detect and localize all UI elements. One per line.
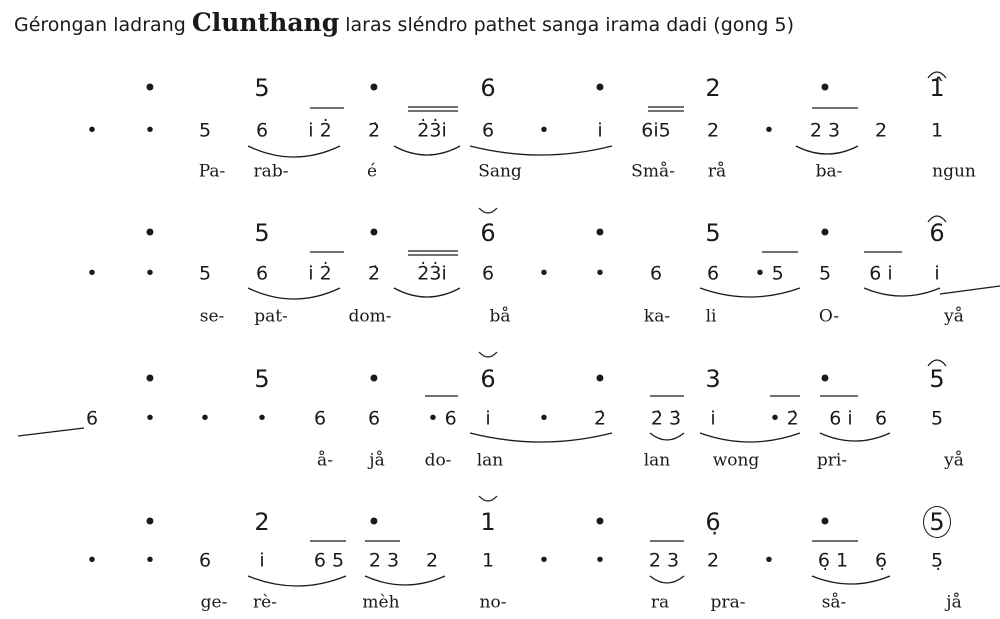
vocal-note: •	[86, 262, 98, 285]
lyric-syllable: Sang	[478, 161, 522, 182]
slur	[394, 288, 460, 297]
balungan-note: 6	[929, 219, 945, 247]
balungan-note: •	[142, 74, 158, 102]
vocal-note: 6 5	[313, 549, 345, 572]
vocal-note: 5	[930, 407, 944, 430]
vocal-note: • 6	[427, 407, 457, 430]
lyric-syllable: se-	[199, 306, 225, 327]
ornament-arc	[479, 352, 497, 357]
vocal-note: •	[538, 549, 550, 572]
slur	[394, 146, 460, 155]
title-prefix: Gérongan ladrang	[14, 14, 186, 36]
balungan-note: •	[817, 74, 833, 102]
vocal-note: 6	[85, 407, 99, 430]
vocal-note: 6 i̇	[829, 407, 853, 430]
lyric-syllable: lan	[643, 450, 671, 471]
lyric-syllable: do-	[424, 450, 452, 471]
vocal-note: 6	[198, 549, 212, 572]
vocal-note: •	[763, 119, 775, 142]
vocal-note: 6	[313, 407, 327, 430]
vocal-note: 6	[649, 262, 663, 285]
tie-line	[18, 428, 84, 436]
vocal-note: 2	[425, 549, 439, 572]
balungan-note: 5	[254, 74, 270, 102]
vocal-note: 2 3	[809, 119, 841, 142]
lyric-syllable: O-	[818, 306, 840, 327]
slur	[248, 288, 340, 299]
vocal-note: •	[86, 119, 98, 142]
balungan-note: •	[366, 508, 382, 536]
balungan-note: 1̂	[929, 74, 945, 102]
vocal-note: •	[144, 407, 156, 430]
vocal-note: 6̣ 1	[817, 549, 849, 572]
balungan-note: 6	[480, 219, 496, 247]
vocal-note: i̇ 2̇	[308, 262, 332, 285]
balungan-note: •	[592, 219, 608, 247]
balungan-note: •	[142, 508, 158, 536]
title-piece-name: Clunthang	[191, 8, 340, 37]
slur	[650, 433, 684, 440]
slur	[796, 146, 858, 154]
slur	[248, 146, 340, 157]
balungan-note: 5	[254, 219, 270, 247]
vocal-note: 2̇3̇i̇	[417, 262, 447, 285]
vocal-note: 6̣	[874, 549, 888, 572]
balungan-note: •	[817, 508, 833, 536]
lyric-syllable: rab-	[253, 161, 289, 182]
ornament-arc	[479, 208, 497, 213]
vocal-note: 2̇ 3̇	[650, 407, 682, 430]
balungan-note: 6	[480, 74, 496, 102]
lyric-syllable: rè-	[253, 592, 277, 613]
lyric-syllable: wong	[712, 450, 760, 471]
balungan-note: 3	[705, 365, 721, 393]
balungan-note: •	[817, 219, 833, 247]
slur	[700, 288, 800, 297]
lyric-syllable: yå	[944, 306, 964, 327]
vocal-note: •	[538, 262, 550, 285]
vocal-note: •	[86, 549, 98, 572]
vocal-note: •	[538, 119, 550, 142]
vocal-note: i̇	[597, 119, 603, 142]
balungan-note: •	[592, 74, 608, 102]
slur	[820, 433, 890, 441]
vocal-note: 2̇	[367, 262, 381, 285]
vocal-note: 2̇	[367, 119, 381, 142]
vocal-note: • 2̇	[769, 407, 799, 430]
balungan-note: 6	[480, 365, 496, 393]
slur	[650, 576, 684, 583]
lyric-syllable: li	[705, 306, 717, 327]
lyric-syllable: no-	[479, 592, 507, 613]
lyric-syllable: å-	[317, 450, 333, 471]
vocal-note: i̇	[259, 549, 265, 572]
vocal-note: 6 i̇	[869, 262, 893, 285]
balungan-note	[923, 506, 951, 538]
lyric-syllable: pra-	[710, 592, 746, 613]
lyric-syllable: bå	[489, 306, 511, 327]
lyric-syllable: jå	[946, 592, 962, 613]
lyric-syllable: ka-	[643, 306, 671, 327]
vocal-note: 5	[198, 262, 212, 285]
lyric-syllable: så-	[821, 592, 847, 613]
lyric-syllable: é	[366, 161, 378, 182]
slur	[470, 146, 612, 155]
slur	[365, 576, 445, 585]
balungan-note: •	[142, 365, 158, 393]
vocal-note: 6	[874, 407, 888, 430]
slur	[248, 576, 346, 586]
vocal-note: •	[144, 119, 156, 142]
lyric-syllable: mèh	[362, 592, 400, 613]
lyric-syllable: Pa-	[198, 161, 226, 182]
vocal-note: •	[594, 262, 606, 285]
balungan-note: •	[592, 365, 608, 393]
balungan-note: 1	[480, 508, 496, 536]
lyric-syllable: ngun	[932, 161, 976, 182]
title-suffix: laras sléndro pathet sanga irama dadi (gong 5)	[345, 14, 795, 36]
tie-line	[940, 286, 1000, 294]
balungan-note: •	[366, 365, 382, 393]
vocal-note: •	[199, 407, 211, 430]
balungan-note: •	[142, 219, 158, 247]
vocal-note: 6i̇5	[641, 119, 671, 142]
vocal-note: 2̇	[593, 407, 607, 430]
slur	[864, 288, 940, 296]
vocal-note: 2	[706, 119, 720, 142]
gong-circle: 5	[923, 506, 951, 538]
vocal-note: i̇ 2̇	[308, 119, 332, 142]
vocal-note: •	[144, 262, 156, 285]
lyric-syllable: ra	[650, 592, 670, 613]
vocal-note: 5	[198, 119, 212, 142]
slur	[700, 433, 800, 442]
lyric-syllable: Små-	[631, 161, 675, 182]
lyric-syllable: yå	[944, 450, 964, 471]
vocal-note: 2 3	[368, 549, 400, 572]
lyric-syllable: ba-	[815, 161, 843, 182]
vocal-note: 6	[706, 262, 720, 285]
vocal-note: 6	[481, 119, 495, 142]
lyric-syllable: dom-	[348, 306, 392, 327]
balungan-note: •	[366, 219, 382, 247]
vocal-note: 6	[367, 407, 381, 430]
vocal-note: i̇	[710, 407, 716, 430]
vocal-note: 6	[255, 262, 269, 285]
balungan-note: 5	[929, 365, 945, 393]
slur	[812, 576, 890, 584]
vocal-note: • 5	[754, 262, 784, 285]
lyric-syllable: lan	[476, 450, 504, 471]
vocal-note: •	[144, 549, 156, 572]
vocal-note: 5	[818, 262, 832, 285]
lyric-syllable: pri-	[816, 450, 848, 471]
vocal-note: 2	[874, 119, 888, 142]
balungan-note: 6̣	[705, 508, 721, 536]
vocal-note: 1	[930, 119, 944, 142]
lyric-syllable: pat-	[254, 306, 288, 327]
vocal-note: 6	[481, 262, 495, 285]
vocal-note: 2 3	[648, 549, 680, 572]
balungan-note: 5	[705, 219, 721, 247]
lyric-syllable: jå	[369, 450, 385, 471]
vocal-note: 2̇3̇i̇	[417, 119, 447, 142]
vocal-note: •	[256, 407, 268, 430]
balungan-note: 2	[254, 508, 270, 536]
slur	[470, 433, 612, 442]
balungan-note: 5	[254, 365, 270, 393]
balungan-note: •	[366, 74, 382, 102]
vocal-note: 5̣	[930, 549, 944, 572]
vocal-note: i̇	[485, 407, 491, 430]
lyric-syllable: rå	[707, 161, 727, 182]
balungan-note: 2	[705, 74, 721, 102]
balungan-note: •	[817, 365, 833, 393]
vocal-note: •	[763, 549, 775, 572]
vocal-note: 6	[255, 119, 269, 142]
vocal-note: i̇	[934, 262, 940, 285]
vocal-note: •	[538, 407, 550, 430]
balungan-note: •	[592, 508, 608, 536]
vocal-note: 2	[706, 549, 720, 572]
vocal-note: •	[594, 549, 606, 572]
ornament-arc	[479, 496, 497, 501]
lyric-syllable: ge-	[200, 592, 228, 613]
vocal-note: 1	[481, 549, 495, 572]
